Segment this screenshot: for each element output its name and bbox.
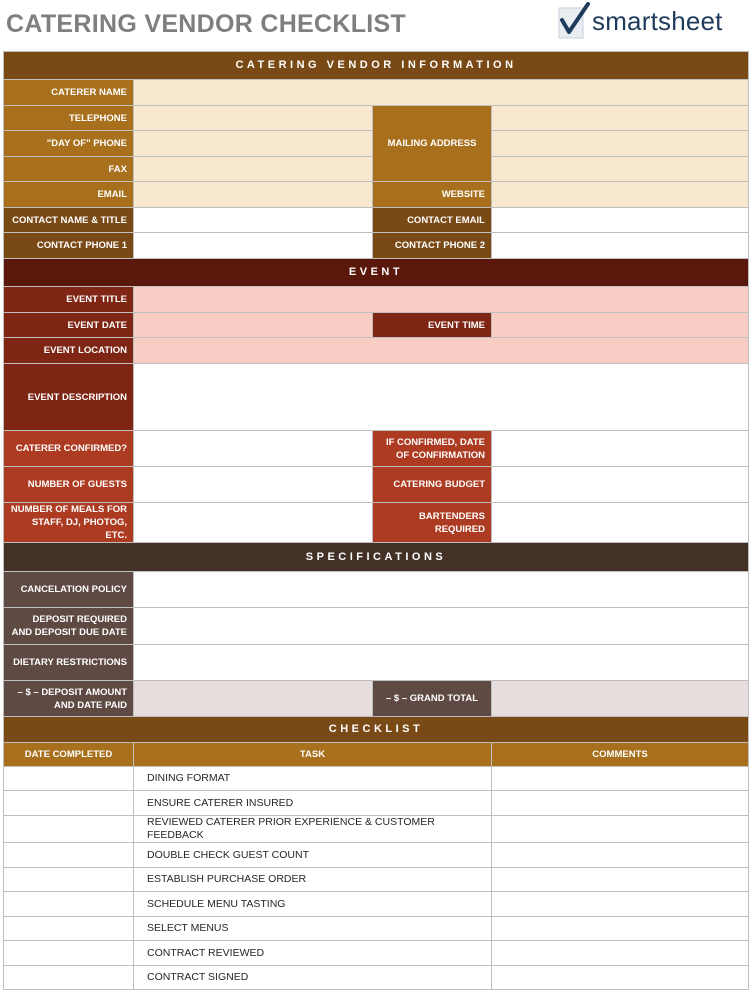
event-time-field[interactable] [492, 313, 749, 338]
bartenders-required-field[interactable] [492, 503, 749, 543]
caterer-confirmed-label: CATERER CONFIRMED? [4, 431, 134, 467]
comments-cell[interactable] [492, 767, 749, 791]
date-completed-cell[interactable] [4, 917, 134, 941]
event-description-field[interactable] [134, 364, 749, 431]
contact-phone-1-label: CONTACT PHONE 1 [4, 233, 134, 259]
task-cell: DOUBLE CHECK GUEST COUNT [134, 843, 492, 868]
comments-cell[interactable] [492, 892, 749, 917]
fax-field[interactable] [134, 157, 373, 182]
number-of-guests-field[interactable] [134, 467, 373, 503]
telephone-field[interactable] [134, 106, 373, 131]
contact-phone-2-label: CONTACT PHONE 2 [373, 233, 492, 259]
table-row [4, 941, 749, 966]
bartenders-required-label: BARTENDERS REQUIRED [373, 503, 492, 543]
event-date-field[interactable] [134, 313, 373, 338]
page-title: CATERING VENDOR CHECKLIST [6, 10, 407, 38]
confirmation-date-label: IF CONFIRMED, DATE OF CONFIRMATION [373, 431, 492, 467]
table-row [4, 843, 749, 868]
comments-cell[interactable] [492, 868, 749, 892]
date-completed-cell[interactable] [4, 892, 134, 917]
email-field[interactable] [134, 182, 373, 208]
event-location-label: EVENT LOCATION [4, 338, 134, 364]
deposit-amount-label: – $ – DEPOSIT AMOUNT AND DATE PAID [4, 681, 134, 717]
checklist-sheet [3, 51, 748, 990]
task-cell: DINING FORMAT [134, 767, 492, 791]
comments-cell[interactable] [492, 816, 749, 843]
deposit-required-field[interactable] [134, 608, 749, 645]
event-time-label: EVENT TIME [373, 313, 492, 338]
catering-budget-field[interactable] [492, 467, 749, 503]
table-row [4, 816, 749, 843]
contact-email-label: CONTACT EMAIL [373, 208, 492, 233]
table-row [4, 767, 749, 791]
telephone-label: TELEPHONE [4, 106, 134, 131]
comments-cell[interactable] [492, 917, 749, 941]
website-label: WEBSITE [373, 182, 492, 208]
vendor-section-header: CATERING VENDOR INFORMATION [4, 52, 749, 80]
caterer-name-label: CATERER NAME [4, 80, 134, 106]
cancelation-policy-label: CANCELATION POLICY [4, 572, 134, 608]
smartsheet-logo [556, 2, 736, 42]
mailing-address-field-2[interactable] [492, 131, 749, 157]
confirmation-date-field[interactable] [492, 431, 749, 467]
comments-cell[interactable] [492, 843, 749, 868]
task-cell: CONTRACT SIGNED [134, 966, 492, 990]
grand-total-label: – $ – GRAND TOTAL [373, 681, 492, 717]
date-completed-cell[interactable] [4, 868, 134, 892]
task-column-header: TASK [134, 743, 492, 767]
date-completed-cell[interactable] [4, 791, 134, 816]
deposit-amount-field[interactable] [134, 681, 373, 717]
catering-budget-label: CATERING BUDGET [373, 467, 492, 503]
deposit-required-label: DEPOSIT REQUIRED AND DEPOSIT DUE DATE [4, 608, 134, 645]
event-section-header: EVENT [4, 259, 749, 287]
mailing-address-label: MAILING ADDRESS [373, 106, 492, 182]
table-row [4, 966, 749, 990]
checkmark-icon [556, 2, 592, 42]
event-title-field[interactable] [134, 287, 749, 313]
event-description-label: EVENT DESCRIPTION [4, 364, 134, 431]
date-completed-cell[interactable] [4, 767, 134, 791]
contact-name-label: CONTACT NAME & TITLE [4, 208, 134, 233]
contact-phone-2-field[interactable] [492, 233, 749, 259]
caterer-name-field[interactable] [134, 80, 749, 106]
staff-meals-field[interactable] [134, 503, 373, 543]
number-of-guests-label: NUMBER OF GUESTS [4, 467, 134, 503]
event-title-label: EVENT TITLE [4, 287, 134, 313]
email-label: EMAIL [4, 182, 134, 208]
date-completed-cell[interactable] [4, 941, 134, 966]
event-location-field[interactable] [134, 338, 749, 364]
table-row [4, 791, 749, 816]
task-cell: SCHEDULE MENU TASTING [134, 892, 492, 917]
contact-phone-1-field[interactable] [134, 233, 373, 259]
task-cell: REVIEWED CATERER PRIOR EXPERIENCE & CUSTOMER FEEDBACK [134, 816, 492, 843]
table-row [4, 892, 749, 917]
task-cell: ENSURE CATERER INSURED [134, 791, 492, 816]
caterer-confirmed-field[interactable] [134, 431, 373, 467]
cancelation-policy-field[interactable] [134, 572, 749, 608]
contact-name-field[interactable] [134, 208, 373, 233]
website-field[interactable] [492, 182, 749, 208]
logo-text: smartsheet [592, 6, 723, 36]
table-row [4, 917, 749, 941]
contact-email-field[interactable] [492, 208, 749, 233]
comments-cell[interactable] [492, 941, 749, 966]
day-of-phone-field[interactable] [134, 131, 373, 157]
checklist-section-header: CHECKLIST [4, 717, 749, 743]
specifications-section-header: SPECIFICATIONS [4, 543, 749, 572]
comments-cell[interactable] [492, 966, 749, 990]
mailing-address-field-3[interactable] [492, 157, 749, 182]
date-completed-column-header: DATE COMPLETED [4, 743, 134, 767]
date-completed-cell[interactable] [4, 816, 134, 843]
date-completed-cell[interactable] [4, 966, 134, 990]
task-cell: CONTRACT REVIEWED [134, 941, 492, 966]
mailing-address-field-1[interactable] [492, 106, 749, 131]
date-completed-cell[interactable] [4, 843, 134, 868]
dietary-restrictions-label: DIETARY RESTRICTIONS [4, 645, 134, 681]
dietary-restrictions-field[interactable] [134, 645, 749, 681]
comments-cell[interactable] [492, 791, 749, 816]
comments-column-header: COMMENTS [492, 743, 749, 767]
task-cell: ESTABLISH PURCHASE ORDER [134, 868, 492, 892]
fax-label: FAX [4, 157, 134, 182]
grand-total-field[interactable] [492, 681, 749, 717]
task-cell: SELECT MENUS [134, 917, 492, 941]
staff-meals-label: NUMBER OF MEALS FOR STAFF, DJ, PHOTOG, ETC. [4, 503, 134, 543]
event-date-label: EVENT DATE [4, 313, 134, 338]
day-of-phone-label: "DAY OF" PHONE [4, 131, 134, 157]
vendor-checklist-table [3, 51, 749, 990]
table-row [4, 868, 749, 892]
